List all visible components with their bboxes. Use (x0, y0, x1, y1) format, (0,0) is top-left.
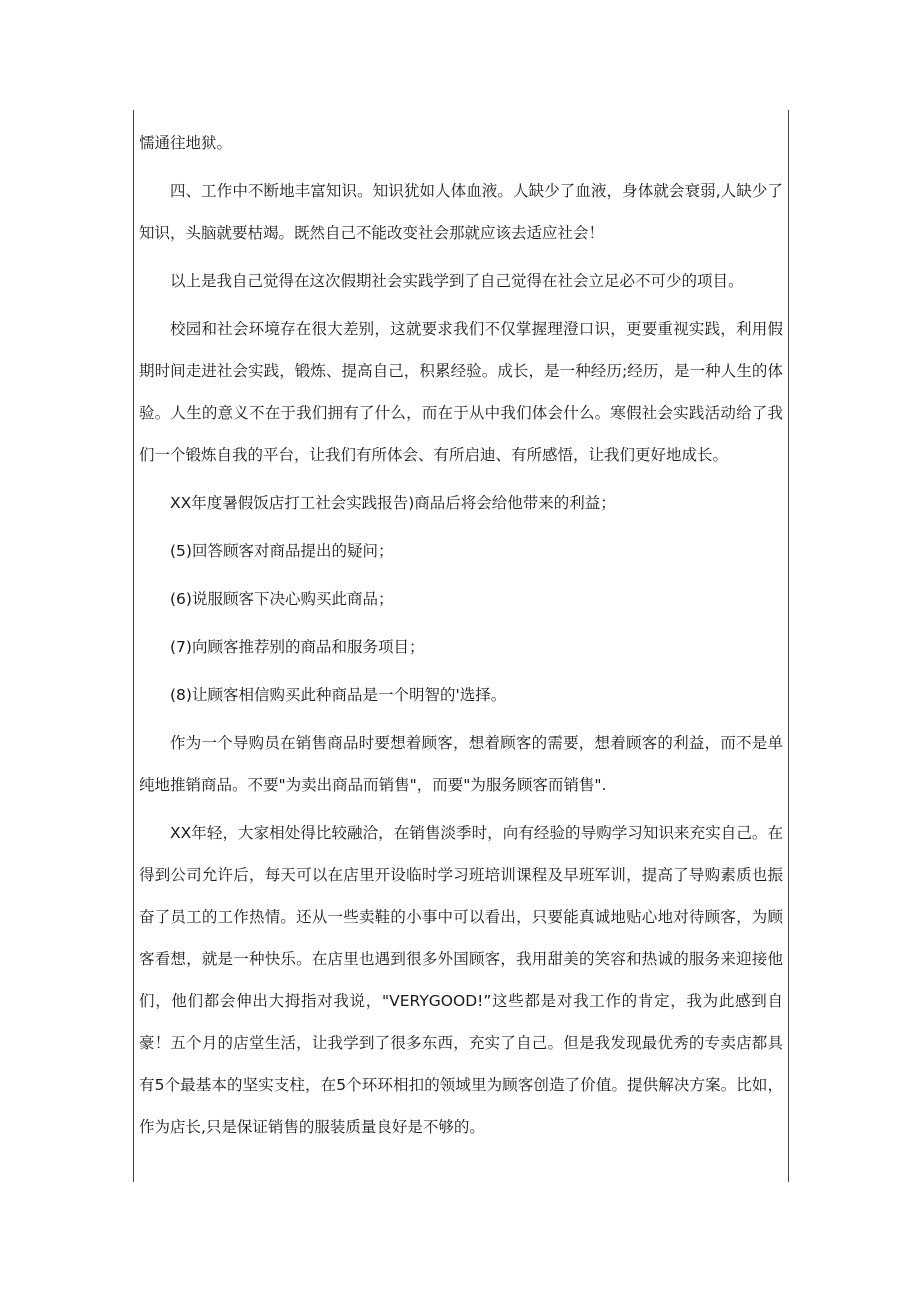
list-item: (7)向顾客推荐别的商品和服务项目； (170, 638, 425, 656)
paragraph: 校园和社会环境存在很大差别，这就要求我们不仅掌握理澄口识，更要重视实践，利用假期时间走进社会实践，锻炼、提高自己，积累经验。成长，是一种经历;经历，是一种人生的体验。人生的意义不在于我们拥有了什么，而在于从中我们体会什么。寒假社会实践活动给了我们一个锻炼自我的平台，让我们有所体会、有所启迪、有所感悟，让我们更好地成长。 (139, 320, 783, 464)
document-body (139, 122, 783, 1154)
paragraph: XX年度暑假饭店打工社会实践报告)商品后将会给他带来的利益； (170, 494, 616, 512)
paragraph: 四、工作中不断地丰富知识。知识犹如人体血液。人缺少了血液，身体就会衰弱,人缺少了知识，头脑就要枯竭。既然自己不能改变社会那就应该去适应社会！ (139, 182, 783, 242)
list-item: (5)回答顾客对商品提出的疑问； (170, 542, 394, 560)
left-border-line (133, 110, 134, 1182)
paragraph: 懦通往地狱。 (139, 134, 233, 152)
paragraph: XX年轻，大家相处得比较融洽，在销售淡季时，向有经验的导购学习知识来充实自己。在得到公司允许后，每天可以在店里开设临时学习班培训课程及早班军训，提高了导购素质也振奋了员工的工作热情。还从一些卖鞋的小事中可以看出，只要能真诚地贴心地对待顾客，为顾客看想，就是一种快乐。在店里也遇到很多外国顾客，我用甜美的笑容和热诚的服务来迎接他们，他们都会伸出大拇指对我说，"VERYGOOD!”这些都是对我工作的肯定，我为此感到自豪！五个月的店堂生活，让我学到了很多东西，充实了自己。但是我发现最优秀的专卖店都具有5个最基本的坚实支柱，在5个环环相扣的领域里为顾客创造了价值。提供解决方案。比如，作为店长,只是保证销售的服装质量良好是不够的。 (139, 824, 783, 1136)
list-item: (6)说服顾客下决心购买此商品； (170, 590, 394, 608)
list-item: (8)让顾客相信购买此种商品是一个明智的'选择。 (170, 686, 507, 704)
paragraph: 以上是我自己觉得在这次假期社会实践学到了自己觉得在社会立足必不可少的项目。 (170, 272, 744, 290)
right-border-line (788, 110, 789, 1182)
paragraph: 作为一个导购员在销售商品时要想着顾客，想着顾客的需要，想着顾客的利益，而不是单纯地推销商品。不要"为卖出商品而销售"，而要"为服务顾客而销售". (139, 734, 783, 794)
